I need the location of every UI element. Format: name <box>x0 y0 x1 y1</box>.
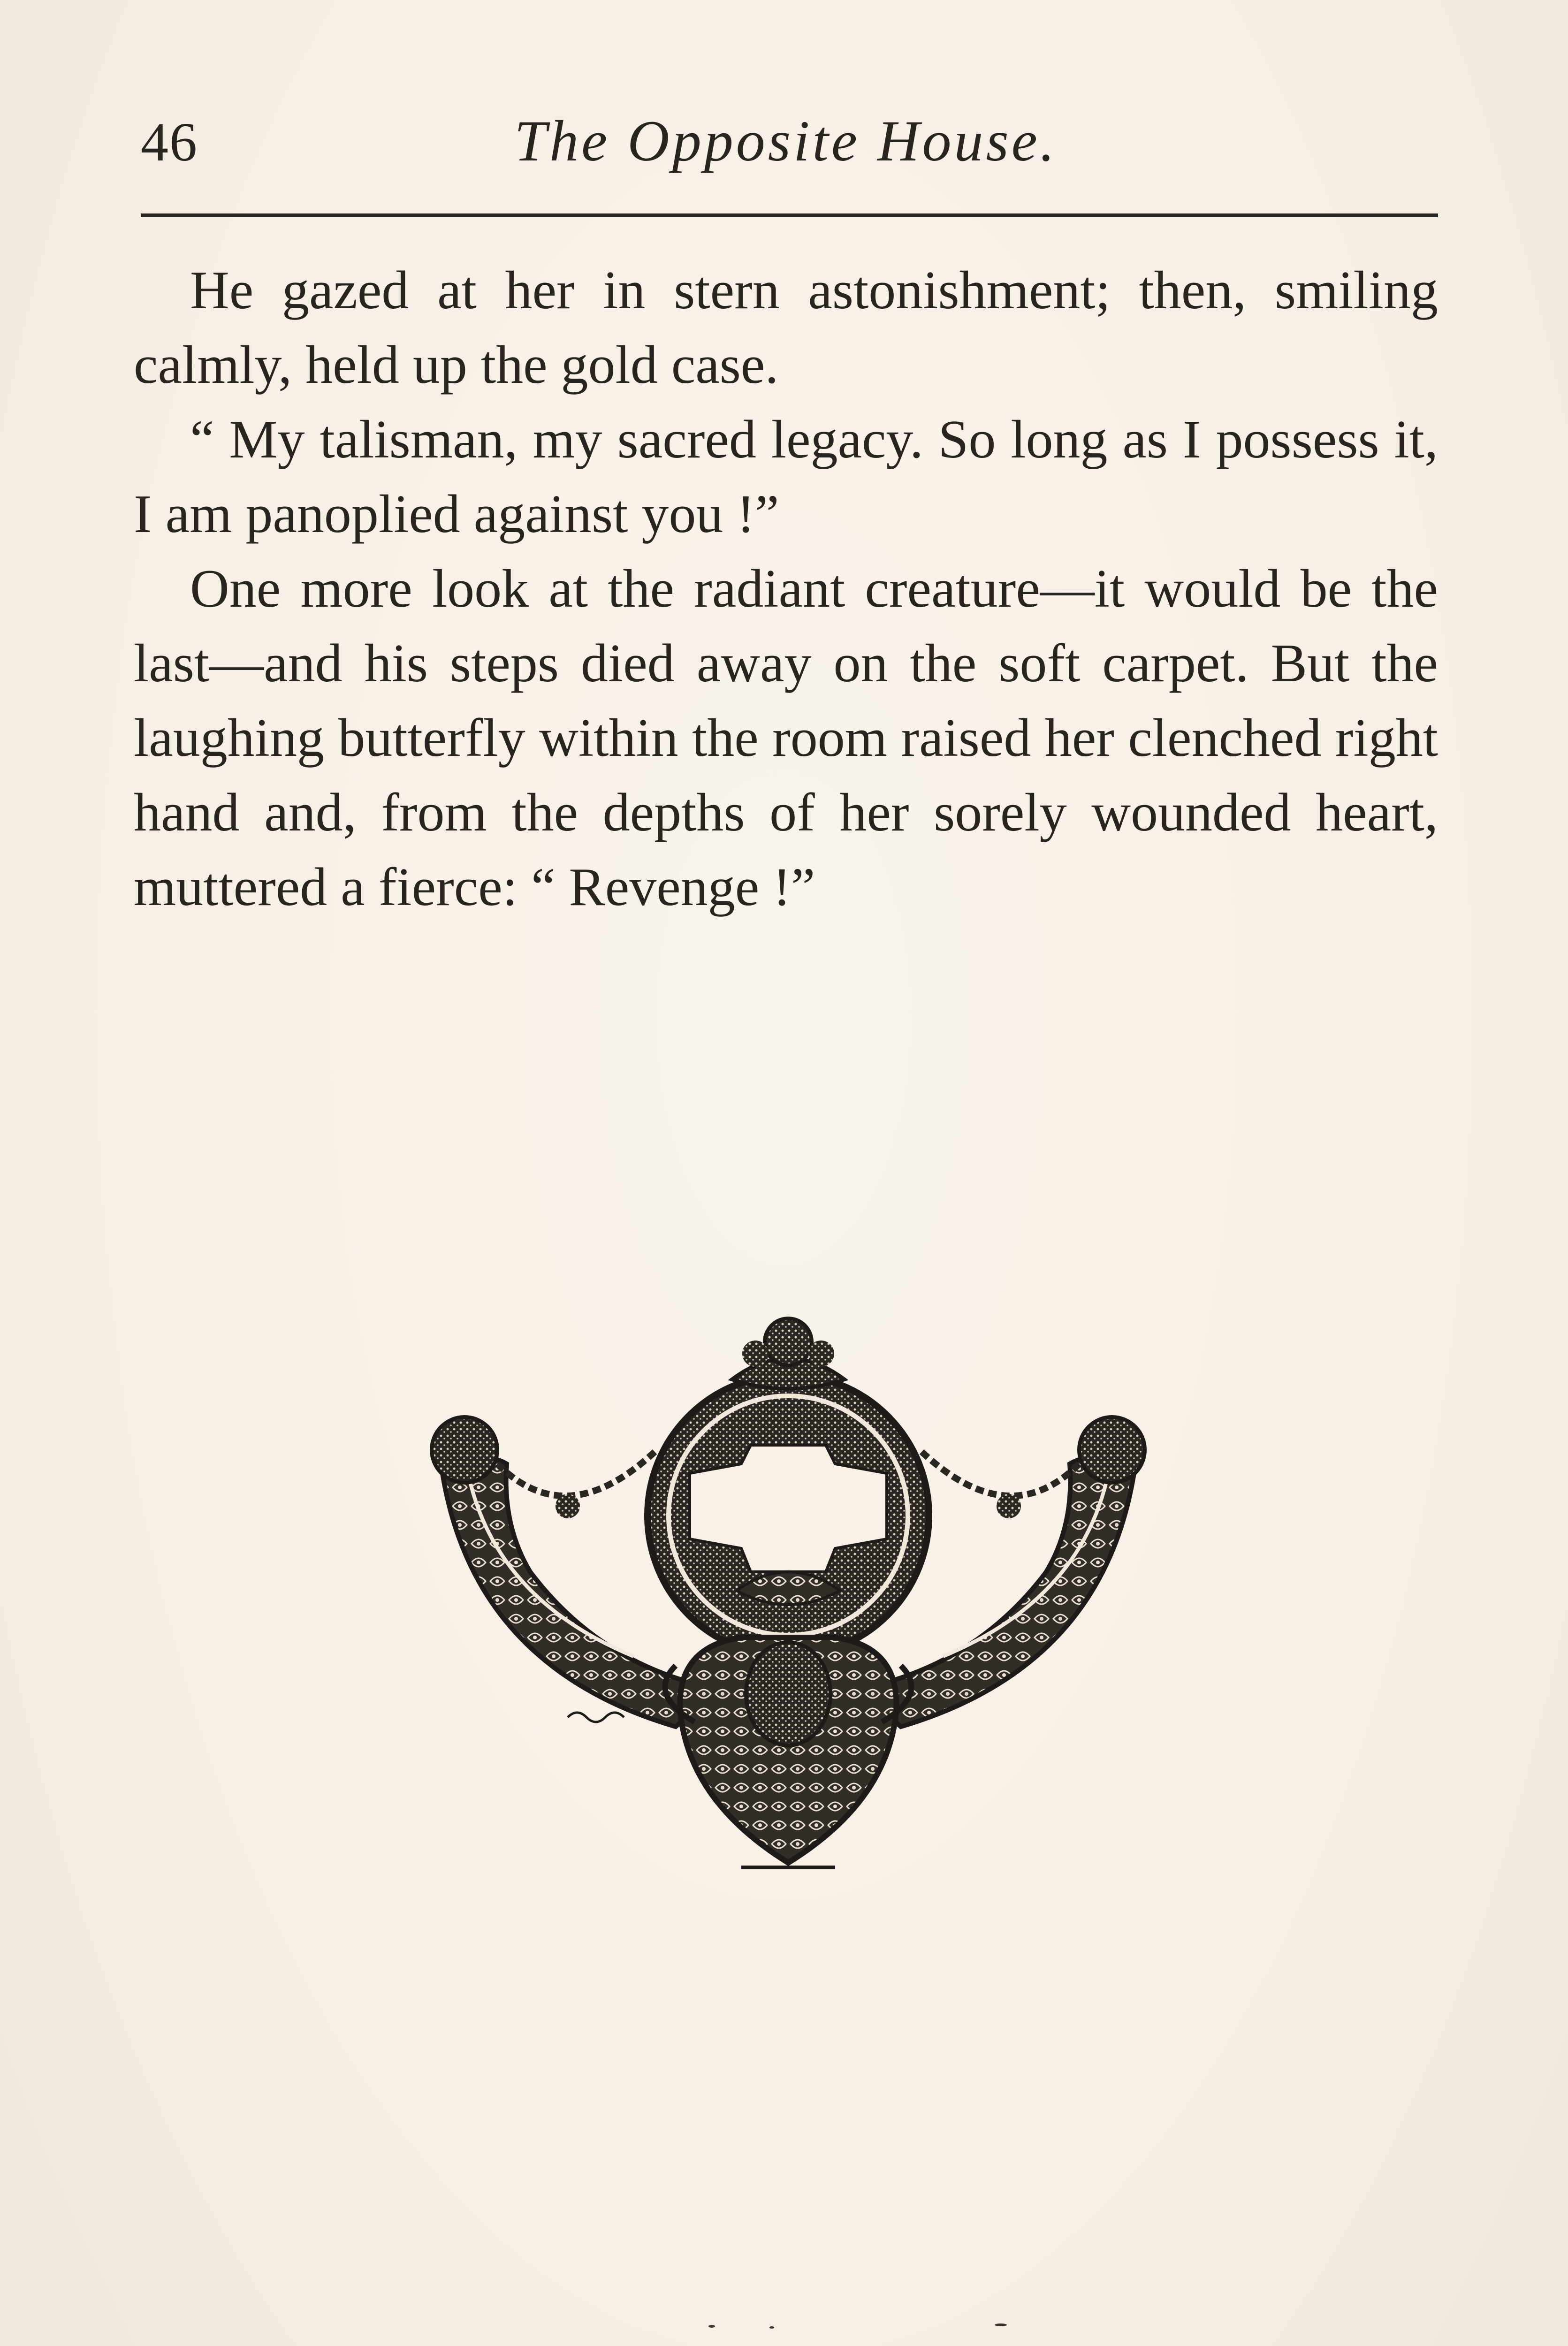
paragraph: One more look at the radiant creature—it would be the last—and his steps died away on the soft carpet. But the laughing butterfly within the room raised her clenched right hand and, from the depths of her sorely wounded heart, muttered a fierce: “ Revenge !” <box>134 559 1438 917</box>
ink-speck <box>708 2325 715 2328</box>
paragraph: “ My talisman, my sacred legacy. So long as I possess it, I am panoplied against you !” <box>134 410 1438 544</box>
page-number: 46 <box>141 111 198 173</box>
page-header <box>134 101 1438 176</box>
running-title: The Opposite House. <box>514 109 1058 173</box>
tailpiece-ornament <box>413 1309 1164 1881</box>
ink-speck <box>769 2326 774 2329</box>
body-text <box>134 253 1438 925</box>
paragraph: He gazed at her in stern astonishment; then, smiling calmly, held up the gold case. <box>134 260 1438 395</box>
header-rule <box>141 213 1438 217</box>
ink-speck <box>995 2323 1007 2326</box>
